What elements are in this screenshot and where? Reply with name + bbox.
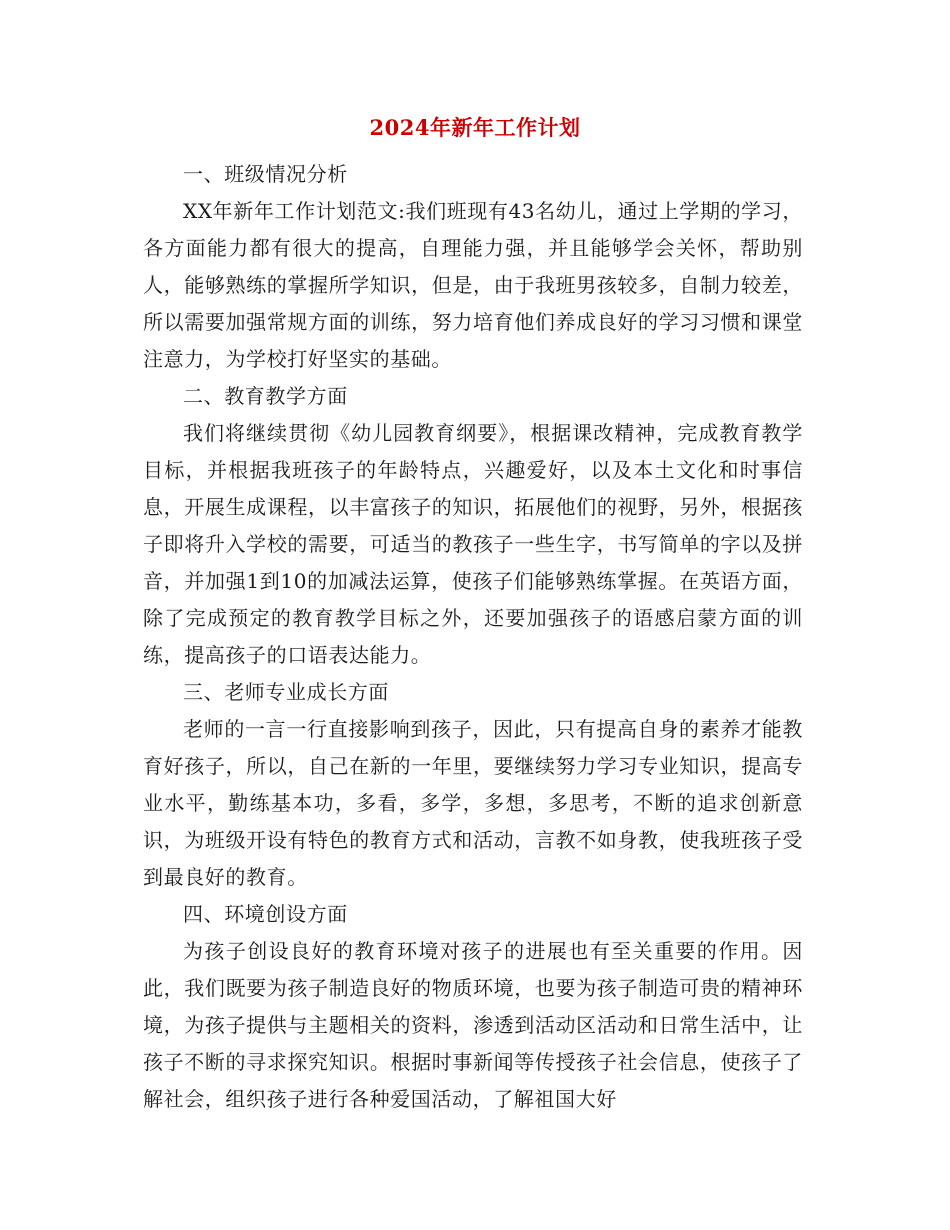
paragraph-class-analysis: XX年新年工作计划范文:我们班现有43名幼儿，通过上学期的学习，各方面能力都有很大的提高，自理能力强，并且能够学会关怀，帮助别人，能够熟练的掌握所学知识，但是，由于我班男孩较多，自制力较差，所以需要加强常规方面的训练，努力培育他们养成良好的学习习惯和课堂注意力，为学校打好坚实的基础。 (143, 199, 803, 371)
document-body (143, 156, 803, 1118)
document-title: 2024年新年工作计划 (369, 115, 581, 140)
paragraph-education-teaching: 我们将继续贯彻《幼儿园教育纲要》，根据课改精神，完成教育教学目标，并根据我班孩子的年龄特点，兴趣爱好，以及本土文化和时事信息，开展生成课程，以丰富孩子的知识，拓展他们的视野，另外，根据孩子即将升入学校的需要，可适当的教孩子一些生字，书写简单的字以及拼音，并加强1到10的加减法运算，使孩子们能够熟练掌握。在英语方面，除了完成预定的教育教学目标之外，还要加强孩子的语感启蒙方面的训练，提高孩子的口语表达能力。 (143, 421, 803, 667)
paragraph-environment: 为孩子创设良好的教育环境对孩子的进展也有至关重要的作用。因此，我们既要为孩子制造良好的物质环境，也要为孩子制造可贵的精神环境，为孩子提供与主题相关的资料，渗透到活动区活动和日常生活中，让孩子不断的寻求探究知识。根据时事新闻等传授孩子社会信息，使孩子了解社会，组织孩子进行各种爱国活动，了解祖国大好 (143, 939, 803, 1111)
section-heading-class-analysis: 一、班级情况分析 (183, 162, 348, 186)
section-heading-teacher-growth: 三、老师专业成长方面 (183, 680, 389, 704)
paragraph-teacher-growth: 老师的一言一行直接影响到孩子，因此，只有提高自身的素养才能教育好孩子，所以，自己在新的一年里，要继续努力学习专业知识，提高专业水平，勤练基本功，多看，多学，多想，多思考，不断的追求创新意识，为班级开设有特色的教育方式和活动，言教不如身教，使我班孩子受到最良好的教育。 (143, 717, 803, 889)
section-heading-environment: 四、环境创设方面 (183, 902, 348, 926)
section-heading-education-teaching: 二、教育教学方面 (183, 384, 348, 408)
